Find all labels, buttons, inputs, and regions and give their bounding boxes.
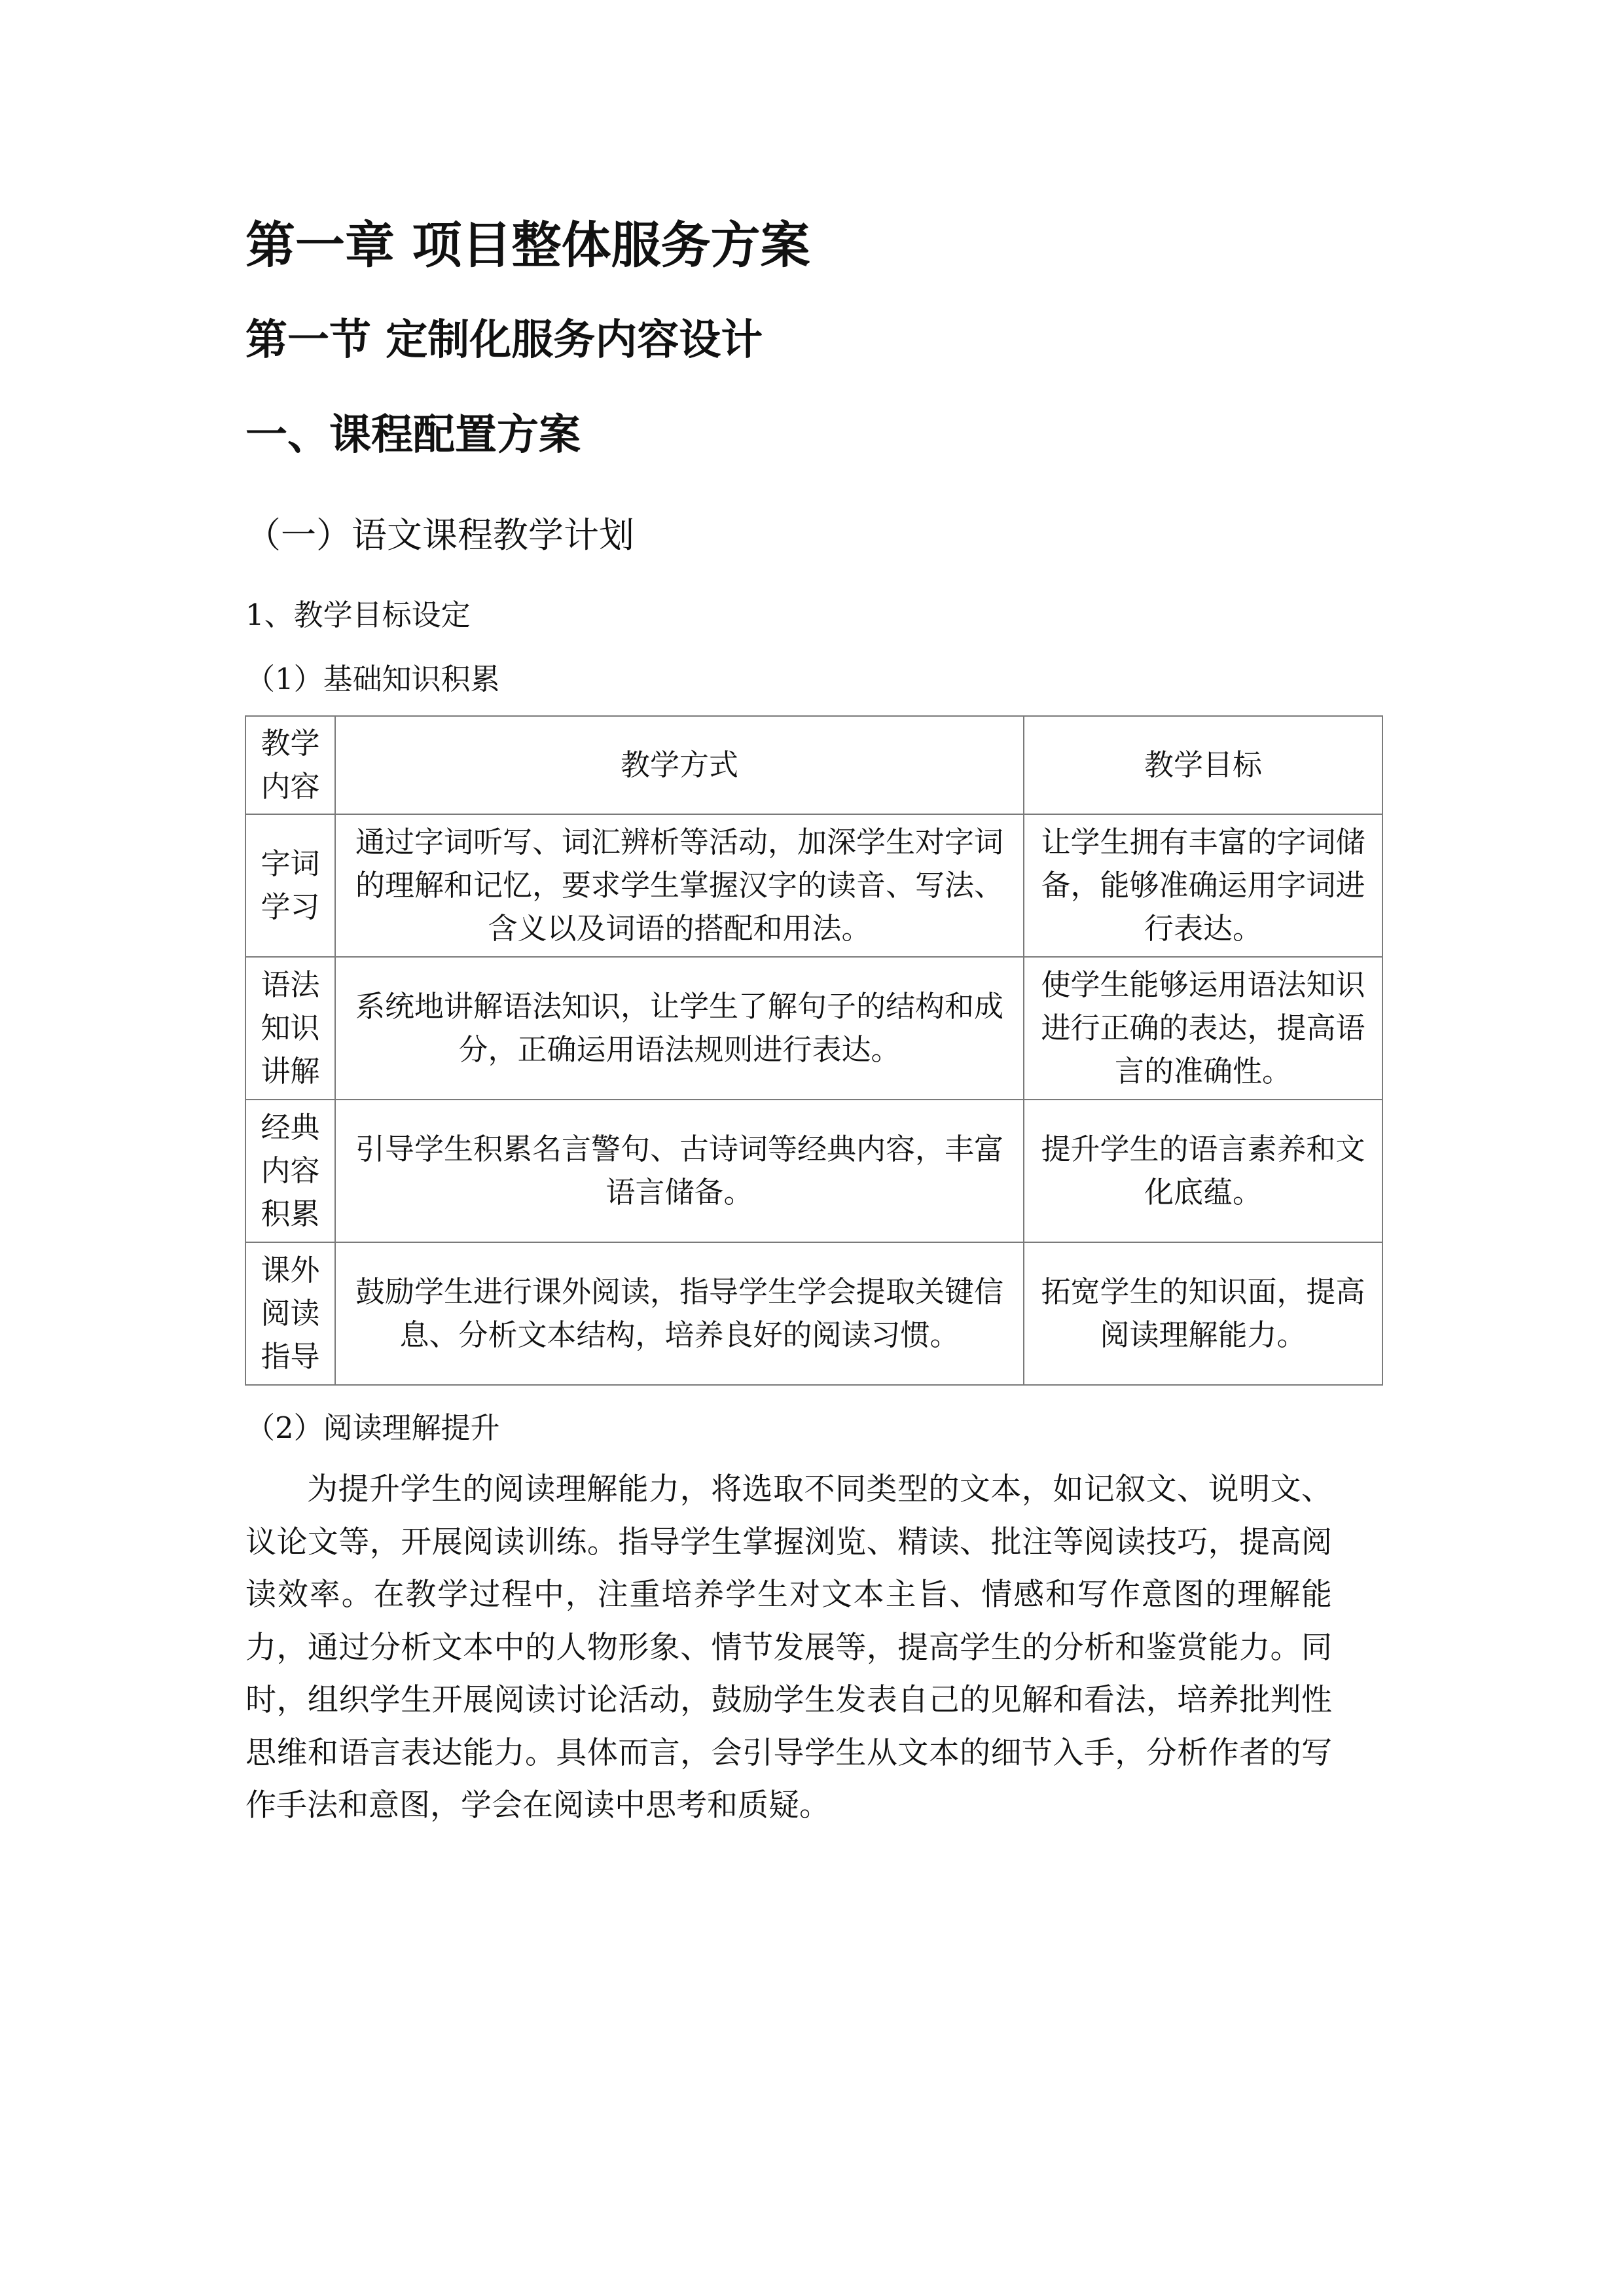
- table-row: [245, 814, 1382, 957]
- cell-method: 鼓励学生进行课外阅读，指导学生学会提取关键信息、分析文本结构，培养良好的阅读习惯。: [335, 1242, 1024, 1385]
- cell-content: 字词学习: [245, 814, 335, 957]
- header-content: 教学内容: [245, 716, 335, 814]
- item-title: 1、教学目标设定: [245, 598, 471, 632]
- table-row: [245, 1242, 1382, 1385]
- table-row: [245, 1100, 1382, 1242]
- part-title: （一）语文课程教学计划: [245, 514, 634, 556]
- header-goal: 教学目标: [1024, 716, 1382, 814]
- header-method: 教学方式: [335, 716, 1024, 814]
- sub-item-title-2: （2）阅读理解提升: [245, 1410, 500, 1445]
- cell-method: 通过字词听写、词汇辨析等活动，加深学生对字词的理解和记忆，要求学生掌握汉字的读音、写法、含义以及词语的搭配和用法。: [335, 814, 1024, 957]
- cell-method: 系统地讲解语法知识，让学生了解句子的结构和成分，正确运用语法规则进行表达。: [335, 957, 1024, 1100]
- sub-item-title-1: （1）基础知识积累: [245, 662, 500, 696]
- table-header-row: [245, 716, 1382, 814]
- subsection-title: 一、课程配置方案: [245, 411, 581, 459]
- cell-content: 课外阅读指导: [245, 1242, 335, 1385]
- cell-content: 经典内容积累: [245, 1100, 335, 1242]
- cell-goal: 提升学生的语言素养和文化底蕴。: [1024, 1100, 1382, 1242]
- cell-goal: 让学生拥有丰富的字词储备，能够准确运用字词进行表达。: [1024, 814, 1382, 957]
- section-title: 第一节 定制化服务内容设计: [245, 316, 763, 365]
- cell-goal: 使学生能够运用语法知识进行正确的表达，提高语言的准确性。: [1024, 957, 1382, 1100]
- teaching-objectives-table: [245, 715, 1383, 1386]
- reading-paragraph: 为提升学生的阅读理解能力，将选取不同类型的文本，如记叙文、说明文、议论文等，开展阅读训练。指导学生掌握浏览、精读、批注等阅读技巧，提高阅读效率。在教学过程中，注重培养学生对文本主旨、情感和写作意图的理解能力，通过分析文本中的人物形象、情节发展等，提高学生的分析和鉴赏能力。同时，组织学生开展阅读讨论活动，鼓励学生发表自己的见解和看法，培养批判性思维和语言表达能力。具体而言，会引导学生从文本的细节入手，分析作者的写作手法和意图，学会在阅读中思考和质疑。: [245, 1471, 1332, 1823]
- cell-goal: 拓宽学生的知识面，提高阅读理解能力。: [1024, 1242, 1382, 1385]
- chapter-title: 第一章 项目整体服务方案: [245, 216, 810, 274]
- cell-content: 语法知识讲解: [245, 957, 335, 1100]
- cell-method: 引导学生积累名言警句、古诗词等经典内容，丰富语言储备。: [335, 1100, 1024, 1242]
- table-row: [245, 957, 1382, 1100]
